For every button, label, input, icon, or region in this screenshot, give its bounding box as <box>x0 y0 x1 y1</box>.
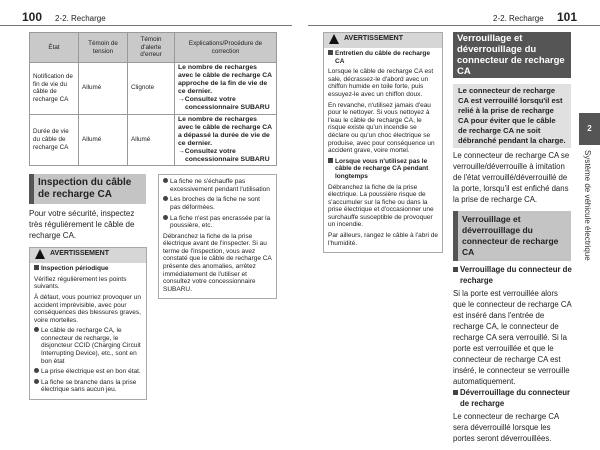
table-header: Témoin de tension <box>79 33 128 63</box>
cell-action: →Consultez votre concessionnaire SUBARU <box>178 96 270 112</box>
chapter-tab: 2 <box>579 113 600 145</box>
cell-explication: Le nombre de recharges avec le câble de recharge CA a dépassé la durée de vie de ce dernier. <box>178 115 272 147</box>
warning-text: Vérifiez régulièrement les points suivants. <box>34 275 127 291</box>
page-number-left: 100 <box>22 10 43 24</box>
inspection-intro: Pour votre sécurité, inspectez très régulièrement le câble de recharge CA. <box>29 209 135 241</box>
bullet-icon <box>163 196 168 201</box>
header-rule-left <box>0 25 292 26</box>
bullet-icon <box>163 178 168 183</box>
table-row <box>30 114 277 166</box>
warning-box-maintenance <box>323 32 443 253</box>
locking-summary: Le connecteur de recharge CA est verrouillé lorsqu'il est relié à la prise de recharge CA pour éviter que le câble de recharge CA ne soit débranché pendant la charge. <box>453 84 571 148</box>
warning-text: Débranchez la fiche de la prise électrique. La poussière risque de s'accumuler sur la fiche ou dans la prise électrique et d'occasionner une surchauffe susceptible de provoquer un incendie. <box>328 183 434 229</box>
table-row <box>30 63 277 115</box>
warning-triangle-icon <box>35 249 45 259</box>
section-title-locking: Verrouillage et déverrouillage du connecteur de recharge CA <box>453 32 571 78</box>
cell-alerte: Clignote <box>128 63 175 115</box>
warning-text: Lorsque le câble de recharge CA est sale, décrassez-le d'abord avec un chiffon humide en toile forte, puis essuyez-le avec un chiffon doux. <box>328 68 434 98</box>
cell-alerte: Allumé <box>128 114 175 166</box>
unlock-text: Le connecteur de recharge CA sera déverrouillé lorsque les portes seront déverrouillées. <box>453 412 559 443</box>
list-item: Les broches de la fiche ne sont pas déformées. <box>170 196 260 211</box>
cell-tension: Allumé <box>79 63 128 115</box>
warning-box-continued <box>158 174 277 299</box>
bullet-icon <box>34 327 39 332</box>
table-header: État <box>30 33 79 63</box>
bullet-icon <box>34 379 39 384</box>
page-number-right: 101 <box>557 10 578 24</box>
table-header: Explications/Procédure de correction <box>175 33 277 63</box>
header-rule-right <box>308 25 600 26</box>
list-item: La fiche se branche dans la prise électrique sans aucun jeu. <box>41 378 137 394</box>
left-page-content <box>29 32 277 400</box>
square-bullet-icon <box>328 158 333 163</box>
table-header: Témoin d'alerte d'erreur <box>128 33 175 63</box>
locking-text: Le connecteur de recharge CA se verrouille/déverrouille à imitation de l'état verrouillé/déverrouillé de la porte, lorsqu'il est enfiché dans la prise de recharge CA. <box>453 151 570 204</box>
warning-subtitle: Inspection périodique <box>41 265 109 273</box>
warning-text: Par ailleurs, rangez le câble à l'abri de l'humidité. <box>328 232 438 247</box>
unlock-title: Déverrouillage du connecteur de recharge <box>460 388 571 408</box>
locking-details <box>453 264 573 444</box>
warning-label: AVERTISSEMENT <box>50 250 109 258</box>
list-item: La prise électrique est en bon état. <box>41 368 141 376</box>
square-bullet-icon <box>453 390 458 395</box>
status-table <box>29 32 277 166</box>
warning-text: En revanche, n'utilisez jamais d'eau pour le nettoyer. Si vous nettoyez à l'eau le câble de recharge CA, le risque existe qu'un incendie se déclare ou qu'un choc électrique se produise, avec pour conséquence un accident grave, voire mortel. <box>328 101 435 155</box>
warning-text: À défaut, vous pourriez provoquer un accident imprévisible, avec pour conséquences des blessures graves, voire mortelles. <box>34 293 141 324</box>
warning-subtitle: Entretien du câble de recharge CA <box>335 50 431 65</box>
subsection-title-locking: Verrouillage et déverrouillage du connecteur de recharge CA <box>453 211 571 261</box>
warning-triangle-icon <box>329 34 339 44</box>
section-header-left: 2-2. Recharge <box>55 14 106 23</box>
square-bullet-icon <box>34 265 39 270</box>
square-bullet-icon <box>453 267 458 272</box>
list-item: Le câble de recharge CA, le connecteur de recharge, le disjoncteur CCID (Charging Circuit Interrupting Device), etc., sont en bon état <box>41 327 141 365</box>
cell-action: →Consultez votre concessionnaire SUBARU <box>178 147 270 164</box>
section-title-inspection: Inspection du câble de recharge CA <box>29 174 146 204</box>
section-header-right: 2-2. Recharge <box>493 14 544 23</box>
warning-text: Débranchez la fiche de la prise électrique avant de l'inspecter. Si au terme de l'inspection, vous avez constaté que le câble de recharge CA présente des anomalies, arrêtez immédiatement de l'utiliser et consultez votre concessionnaire SUBARU. <box>163 232 272 293</box>
warning-label: AVERTISSEMENT <box>344 35 403 42</box>
warning-box-inspection <box>29 247 147 400</box>
cell-etat: Notification de fin de vie du câble de recharge CA <box>30 63 79 115</box>
square-bullet-icon <box>328 50 333 55</box>
bullet-icon <box>34 368 39 373</box>
lock-text: Si la porte est verrouillée alors que le connecteur de recharge CA est inséré dans l'entrée de recharge CA, le connecteur de recharge CA sera verrouillé. Si la porte est verrouillée et que le connecteur de recharge CA est inséré, le connecteur se verrouille automatiquement. <box>453 289 572 386</box>
list-item: La fiche n'est pas encrassée par la poussière, etc. <box>170 214 271 230</box>
right-page-content <box>453 32 573 444</box>
inspection-column <box>29 174 147 400</box>
cell-etat: Durée de vie du câble de recharge CA <box>30 114 79 166</box>
bullet-icon <box>163 215 168 220</box>
warning-subtitle: Lorsque vous n'utilisez pas le câble de recharge CA pendant longtemps <box>335 157 429 180</box>
list-item: La fiche ne s'échauffe pas excessivement pendant l'utilisation <box>170 178 270 193</box>
chapter-label: Système de véhicule électrique <box>583 150 592 261</box>
cell-explication: Le nombre de recharges avec le câble de recharge CA approche de la fin de vie de ce dernier. <box>178 64 272 96</box>
cell-tension: Allumé <box>79 114 128 166</box>
lock-title: Verrouillage du connecteur de recharge <box>460 265 572 285</box>
